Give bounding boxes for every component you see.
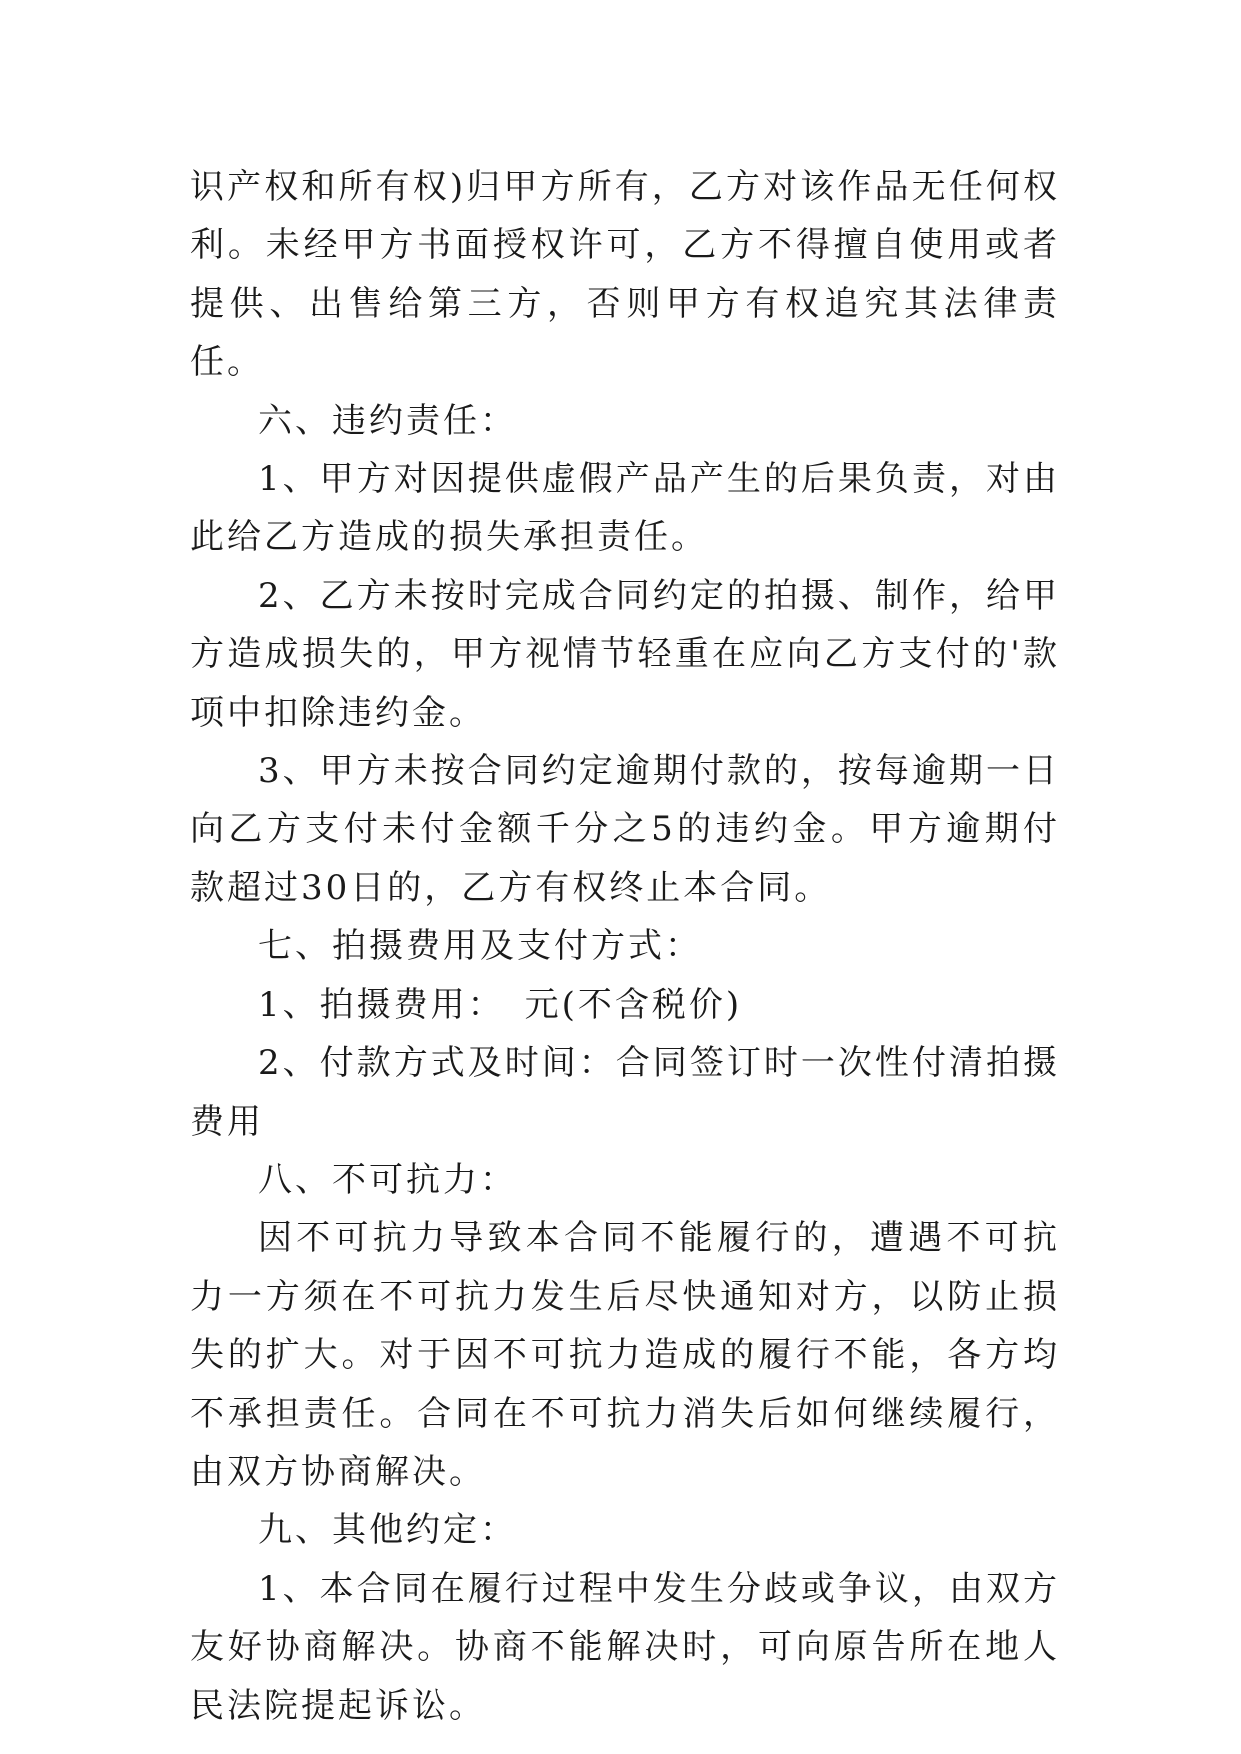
document-body (190, 158, 1060, 1735)
heading-fees-payment: 七、拍摄费用及支付方式： (258, 926, 702, 967)
paragraph-other-1: 1、本合同在履行过程中发生分歧或争议，由双方友好协商解决。协商不能解决时，可向原告所在地人民法院提起诉讼。 (190, 1568, 1060, 1726)
paragraph-force-majeure: 因不可抗力导致本合同不能履行的，遭遇不可抗力一方须在不可抗力发生后尽快通知对方，以防止损失的扩大。对于因不可抗力造成的履行不能，各方均不承担责任。合同在不可抗力消失后如何继续履行，由双方协商解决。 (190, 1218, 1060, 1492)
paragraph-fees-1: 1、拍摄费用： 元(不含税价) (258, 984, 743, 1025)
heading-other-terms: 九、其他约定： (258, 1510, 517, 1551)
paragraph-fees-2: 2、付款方式及时间：合同签订时一次性付清拍摄费用 (190, 1043, 1060, 1142)
paragraph-ip-rights: 识产权和所有权)归甲方所有，乙方对该作品无任何权利。未经甲方书面授权许可，乙方不得擅自使用或者提供、出售给第三方，否则甲方有权追究其法律责任。 (190, 167, 1060, 383)
paragraph-breach-1: 1、甲方对因提供虚假产品产生的后果负责，对由此给乙方造成的损失承担责任。 (190, 459, 1060, 558)
paragraph-breach-3: 3、甲方未按合同约定逾期付款的，按每逾期一日向乙方支付未付金额千分之5的违约金。甲方逾期付款超过30日的，乙方有权终止本合同。 (190, 751, 1060, 908)
heading-force-majeure: 八、不可抗力： (258, 1159, 517, 1200)
paragraph-breach-2: 2、乙方未按时完成合同约定的拍摄、制作，给甲方造成损失的，甲方视情节轻重在应向乙方支付的'款项中扣除违约金。 (190, 575, 1060, 733)
heading-breach-liability: 六、违约责任： (258, 400, 517, 441)
